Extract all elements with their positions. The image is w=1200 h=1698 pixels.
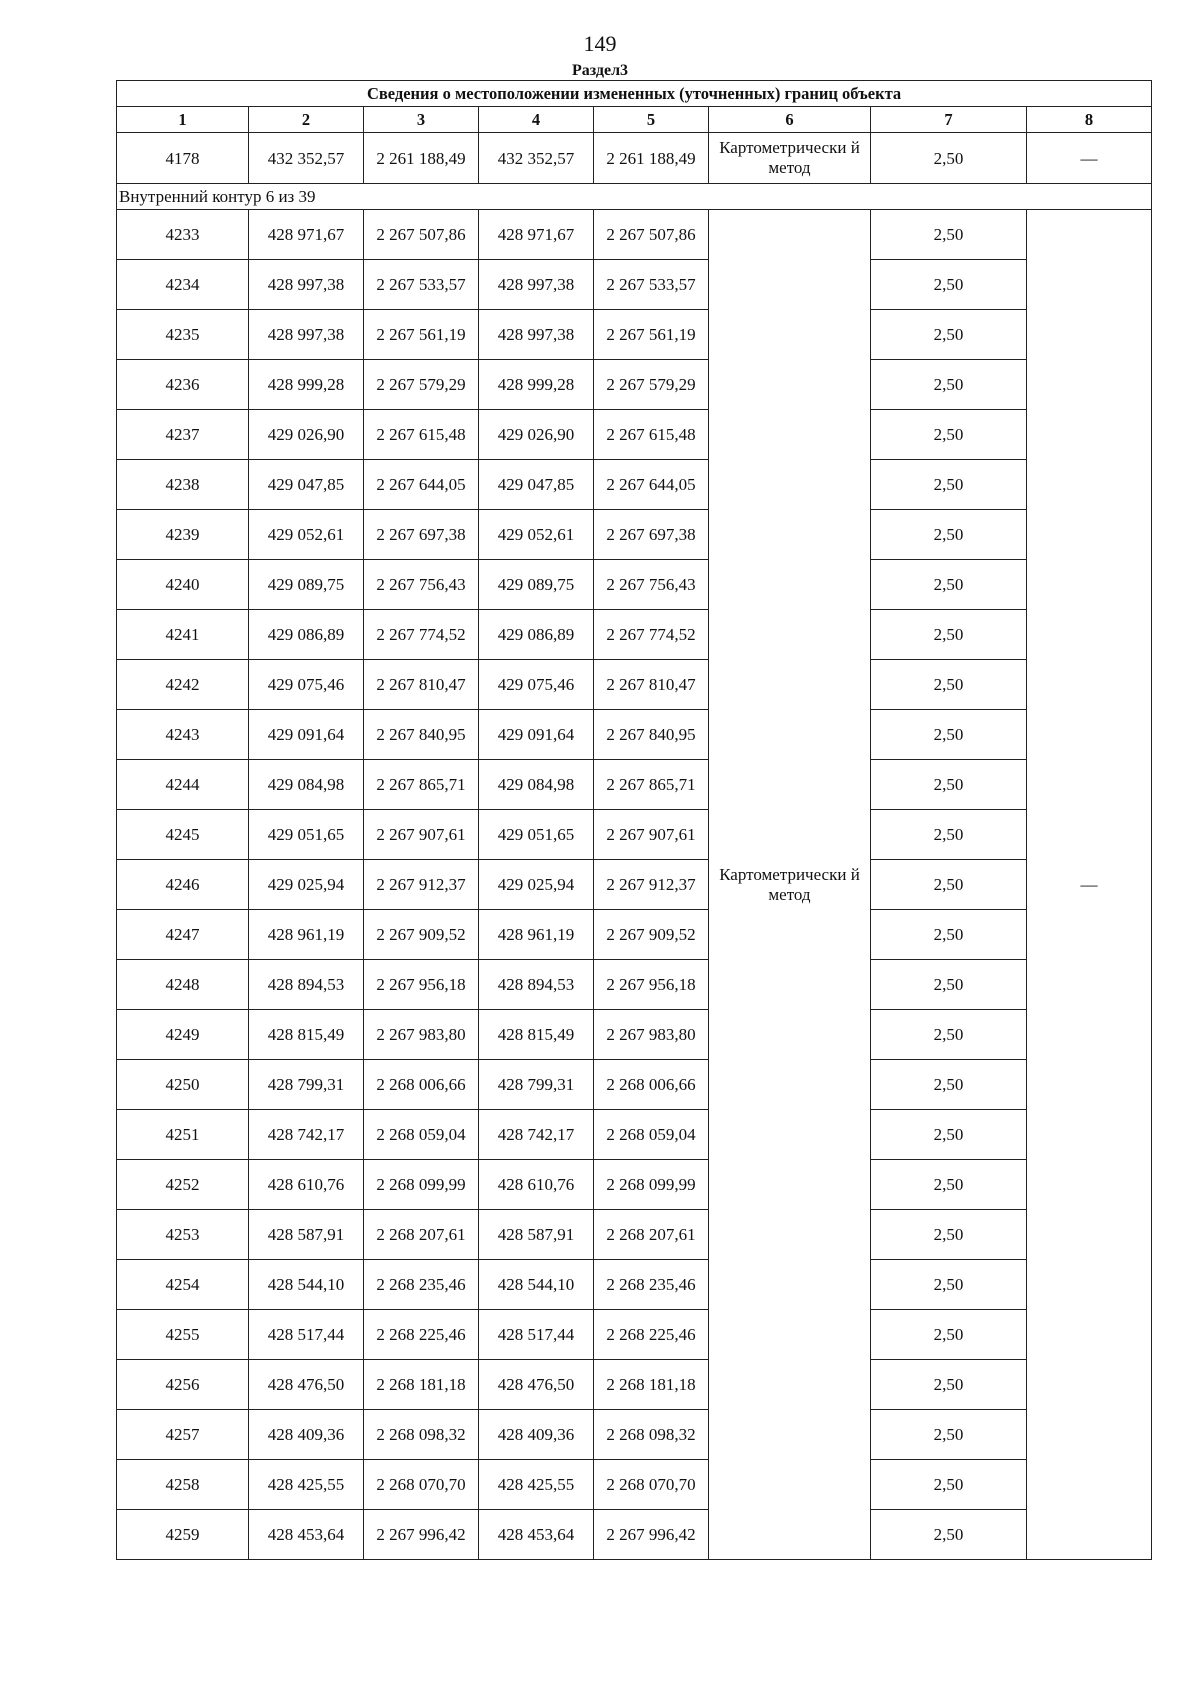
table-row: [117, 1460, 1152, 1510]
coordinate-y: 2 268 235,46: [364, 1260, 479, 1310]
coordinate-x: 428 476,50: [249, 1360, 364, 1410]
table-row: [117, 810, 1152, 860]
table-row: [117, 610, 1152, 660]
point-number: 4259: [117, 1510, 249, 1560]
table-row: [117, 960, 1152, 1010]
accuracy-cell: 2,50: [871, 710, 1027, 760]
coordinate-y: 2 267 507,86: [364, 210, 479, 260]
table-row: [117, 460, 1152, 510]
accuracy-cell: 2,50: [871, 310, 1027, 360]
point-number: 4244: [117, 760, 249, 810]
table-row: [117, 1110, 1152, 1160]
coordinate-y: 2 267 912,37: [594, 860, 709, 910]
column-header: 5: [594, 107, 709, 133]
column-header: 4: [479, 107, 594, 133]
coordinate-y: 2 267 909,52: [594, 910, 709, 960]
coordinate-y: 2 268 207,61: [364, 1210, 479, 1260]
coordinate-y: 2 268 225,46: [594, 1310, 709, 1360]
coordinate-x: 429 051,65: [479, 810, 594, 860]
coordinate-y: 2 268 006,66: [364, 1060, 479, 1110]
coordinate-y: 2 267 912,37: [364, 860, 479, 910]
coordinate-y: 2 268 059,04: [364, 1110, 479, 1160]
coordinate-x: 429 025,94: [249, 860, 364, 910]
coordinate-x: 428 971,67: [249, 210, 364, 260]
table-row: [117, 660, 1152, 710]
coordinate-x: 428 453,64: [479, 1510, 594, 1560]
coordinate-x: 429 091,64: [479, 710, 594, 760]
point-number: 4235: [117, 310, 249, 360]
coordinate-x: 428 742,17: [479, 1110, 594, 1160]
coordinate-x: 428 799,31: [249, 1060, 364, 1110]
point-number: 4239: [117, 510, 249, 560]
point-number: 4237: [117, 410, 249, 460]
accuracy-cell: 2,50: [871, 660, 1027, 710]
coordinate-y: 2 261 188,49: [364, 133, 479, 184]
coordinate-x: 428 425,55: [479, 1460, 594, 1510]
coordinate-y: 2 267 507,86: [594, 210, 709, 260]
coordinate-y: 2 267 697,38: [364, 510, 479, 560]
coordinate-y: 2 267 840,95: [594, 710, 709, 760]
coordinate-y: 2 268 098,32: [364, 1410, 479, 1460]
coordinate-x: 429 075,46: [249, 660, 364, 710]
table-row: [117, 1210, 1152, 1260]
column-header: 3: [364, 107, 479, 133]
coordinate-x: 428 544,10: [249, 1260, 364, 1310]
coordinate-y: 2 268 098,32: [594, 1410, 709, 1460]
accuracy-cell: 2,50: [871, 1260, 1027, 1310]
page-number: 149: [583, 31, 617, 56]
column-header: 2: [249, 107, 364, 133]
point-number: 4255: [117, 1310, 249, 1360]
coordinate-y: 2 268 207,61: [594, 1210, 709, 1260]
accuracy-cell: 2,50: [871, 860, 1027, 910]
coordinate-x: 429 052,61: [249, 510, 364, 560]
coordinate-x: 428 894,53: [479, 960, 594, 1010]
coordinate-x: 429 075,46: [479, 660, 594, 710]
coordinate-x: 428 997,38: [249, 260, 364, 310]
boundary-table: [116, 80, 1152, 1560]
coordinate-x: 429 025,94: [479, 860, 594, 910]
coordinate-y: 2 267 956,18: [594, 960, 709, 1010]
table-row: [117, 260, 1152, 310]
coordinate-x: 429 086,89: [479, 610, 594, 660]
point-number: 4258: [117, 1460, 249, 1510]
table-row: [117, 860, 1152, 910]
point-number: 4256: [117, 1360, 249, 1410]
coordinate-x: 428 961,19: [249, 910, 364, 960]
point-number: 4233: [117, 210, 249, 260]
coordinate-y: 2 267 579,29: [364, 360, 479, 410]
coordinate-x: 428 815,49: [249, 1010, 364, 1060]
table-row: [117, 560, 1152, 610]
table-row: [117, 910, 1152, 960]
coordinate-y: 2 267 579,29: [594, 360, 709, 410]
coordinate-y: 2 267 533,57: [594, 260, 709, 310]
accuracy-cell: 2,50: [871, 360, 1027, 410]
accuracy-cell: 2,50: [871, 1410, 1027, 1460]
coordinate-x: 428 409,36: [249, 1410, 364, 1460]
accuracy-cell: 2,50: [871, 133, 1027, 184]
accuracy-cell: 2,50: [871, 760, 1027, 810]
coordinate-x: 429 026,90: [479, 410, 594, 460]
coordinate-x: 428 544,10: [479, 1260, 594, 1310]
method-cell: Картометрически й метод: [709, 210, 871, 1560]
coordinate-y: 2 267 756,43: [364, 560, 479, 610]
coordinate-x: 428 610,76: [249, 1160, 364, 1210]
point-number: 4253: [117, 1210, 249, 1260]
note-cell: —: [1027, 133, 1152, 184]
table-row: [117, 1160, 1152, 1210]
coordinate-x: 428 476,50: [479, 1360, 594, 1410]
table-row: [117, 1410, 1152, 1460]
coordinate-y: 2 268 099,99: [594, 1160, 709, 1210]
accuracy-cell: 2,50: [871, 1460, 1027, 1510]
table-row: [117, 210, 1152, 260]
coordinate-x: 428 517,44: [479, 1310, 594, 1360]
accuracy-cell: 2,50: [871, 1110, 1027, 1160]
table-row: [117, 310, 1152, 360]
accuracy-cell: 2,50: [871, 1360, 1027, 1410]
accuracy-cell: 2,50: [871, 1310, 1027, 1360]
table-row: [117, 1360, 1152, 1410]
coordinate-y: 2 267 615,48: [364, 410, 479, 460]
coordinate-y: 2 267 810,47: [594, 660, 709, 710]
coordinate-x: 429 026,90: [249, 410, 364, 460]
coordinate-x: 428 587,91: [249, 1210, 364, 1260]
table-row: [117, 710, 1152, 760]
coordinate-x: 428 815,49: [479, 1010, 594, 1060]
point-number: 4245: [117, 810, 249, 860]
point-number: 4234: [117, 260, 249, 310]
coordinate-x: 429 091,64: [249, 710, 364, 760]
table-row: [117, 410, 1152, 460]
accuracy-cell: 2,50: [871, 960, 1027, 1010]
coordinate-y: 2 268 099,99: [364, 1160, 479, 1210]
table-row: [117, 1260, 1152, 1310]
column-header-row: [117, 107, 1152, 133]
accuracy-cell: 2,50: [871, 610, 1027, 660]
accuracy-cell: 2,50: [871, 410, 1027, 460]
coordinate-y: 2 268 070,70: [594, 1460, 709, 1510]
coordinate-x: 428 894,53: [249, 960, 364, 1010]
coordinate-y: 2 268 070,70: [364, 1460, 479, 1510]
coordinate-y: 2 267 561,19: [594, 310, 709, 360]
table-row: [117, 360, 1152, 410]
point-number: 4241: [117, 610, 249, 660]
coordinate-x: 432 352,57: [479, 133, 594, 184]
accuracy-cell: 2,50: [871, 1010, 1027, 1060]
table-row: [117, 1510, 1152, 1560]
point-number: 4246: [117, 860, 249, 910]
accuracy-cell: 2,50: [871, 1210, 1027, 1260]
coordinate-x: 429 047,85: [479, 460, 594, 510]
column-header: 8: [1027, 107, 1152, 133]
method-cell: Картометрически й метод: [709, 133, 871, 184]
coordinate-x: 428 971,67: [479, 210, 594, 260]
coordinate-x: 429 089,75: [249, 560, 364, 610]
coordinate-y: 2 267 956,18: [364, 960, 479, 1010]
coordinate-x: 429 084,98: [249, 760, 364, 810]
coordinate-x: 429 089,75: [479, 560, 594, 610]
coordinate-y: 2 267 774,52: [594, 610, 709, 660]
contour-label: Внутренний контур 6 из 39: [117, 184, 1152, 210]
accuracy-cell: 2,50: [871, 1060, 1027, 1110]
coordinate-y: 2 267 840,95: [364, 710, 479, 760]
coordinate-y: 2 261 188,49: [594, 133, 709, 184]
coordinate-y: 2 267 774,52: [364, 610, 479, 660]
point-number: 4250: [117, 1060, 249, 1110]
coordinate-x: 429 086,89: [249, 610, 364, 660]
coordinate-x: 428 425,55: [249, 1460, 364, 1510]
accuracy-cell: 2,50: [871, 210, 1027, 260]
point-number: 4236: [117, 360, 249, 410]
accuracy-cell: 2,50: [871, 460, 1027, 510]
coordinate-x: 428 610,76: [479, 1160, 594, 1210]
coordinate-y: 2 268 006,66: [594, 1060, 709, 1110]
point-number: 4254: [117, 1260, 249, 1310]
coordinate-y: 2 268 225,46: [364, 1310, 479, 1360]
table-row: [117, 1010, 1152, 1060]
coordinate-y: 2 267 561,19: [364, 310, 479, 360]
point-number: 4243: [117, 710, 249, 760]
coordinate-y: 2 267 533,57: [364, 260, 479, 310]
point-number: 4252: [117, 1160, 249, 1210]
table-caption: Сведения о местоположении измененных (уточненных) границ объекта: [117, 81, 1152, 107]
coordinate-y: 2 268 181,18: [594, 1360, 709, 1410]
coordinate-x: 428 587,91: [479, 1210, 594, 1260]
coordinate-y: 2 268 059,04: [594, 1110, 709, 1160]
coordinate-x: 428 999,28: [479, 360, 594, 410]
section-title: Раздел3: [571, 62, 629, 79]
point-number: 4247: [117, 910, 249, 960]
coordinate-y: 2 267 697,38: [594, 510, 709, 560]
coordinate-y: 2 267 907,61: [364, 810, 479, 860]
accuracy-cell: 2,50: [871, 810, 1027, 860]
column-header: 7: [871, 107, 1027, 133]
point-number: 4249: [117, 1010, 249, 1060]
point-number: 4242: [117, 660, 249, 710]
accuracy-cell: 2,50: [871, 910, 1027, 960]
coordinate-x: 429 051,65: [249, 810, 364, 860]
coordinate-x: 428 453,64: [249, 1510, 364, 1560]
table-row: [117, 1310, 1152, 1360]
coordinate-y: 2 267 909,52: [364, 910, 479, 960]
column-header: 6: [709, 107, 871, 133]
coordinate-x: 429 052,61: [479, 510, 594, 560]
note-cell: —: [1027, 210, 1152, 1560]
coordinate-x: 429 047,85: [249, 460, 364, 510]
column-header: 1: [117, 107, 249, 133]
coordinate-y: 2 267 615,48: [594, 410, 709, 460]
coordinate-y: 2 267 810,47: [364, 660, 479, 710]
point-number: 4240: [117, 560, 249, 610]
point-number: 4178: [117, 133, 249, 184]
coordinate-y: 2 267 996,42: [594, 1510, 709, 1560]
point-number: 4251: [117, 1110, 249, 1160]
accuracy-cell: 2,50: [871, 1510, 1027, 1560]
accuracy-cell: 2,50: [871, 510, 1027, 560]
coordinate-x: 428 409,36: [479, 1410, 594, 1460]
point-number: 4248: [117, 960, 249, 1010]
coordinate-y: 2 267 756,43: [594, 560, 709, 610]
coordinate-y: 2 267 865,71: [594, 760, 709, 810]
accuracy-cell: 2,50: [871, 560, 1027, 610]
coordinate-y: 2 267 983,80: [364, 1010, 479, 1060]
accuracy-cell: 2,50: [871, 1160, 1027, 1210]
coordinate-y: 2 267 907,61: [594, 810, 709, 860]
table-row: [117, 760, 1152, 810]
table-row: [117, 510, 1152, 560]
coordinate-y: 2 267 644,05: [594, 460, 709, 510]
coordinate-y: 2 267 865,71: [364, 760, 479, 810]
table-row: [117, 1060, 1152, 1110]
coordinate-x: 432 352,57: [249, 133, 364, 184]
coordinate-x: 429 084,98: [479, 760, 594, 810]
point-number: 4238: [117, 460, 249, 510]
coordinate-x: 428 997,38: [479, 310, 594, 360]
coordinate-x: 428 517,44: [249, 1310, 364, 1360]
coordinate-x: 428 999,28: [249, 360, 364, 410]
coordinate-y: 2 267 644,05: [364, 460, 479, 510]
coordinate-x: 428 742,17: [249, 1110, 364, 1160]
coordinate-y: 2 267 996,42: [364, 1510, 479, 1560]
point-number: 4257: [117, 1410, 249, 1460]
table-row: [117, 133, 1152, 184]
coordinate-x: 428 961,19: [479, 910, 594, 960]
coordinate-y: 2 268 181,18: [364, 1360, 479, 1410]
coordinate-x: 428 997,38: [479, 260, 594, 310]
coordinate-x: 428 799,31: [479, 1060, 594, 1110]
coordinate-y: 2 268 235,46: [594, 1260, 709, 1310]
coordinate-y: 2 267 983,80: [594, 1010, 709, 1060]
accuracy-cell: 2,50: [871, 260, 1027, 310]
coordinate-x: 428 997,38: [249, 310, 364, 360]
